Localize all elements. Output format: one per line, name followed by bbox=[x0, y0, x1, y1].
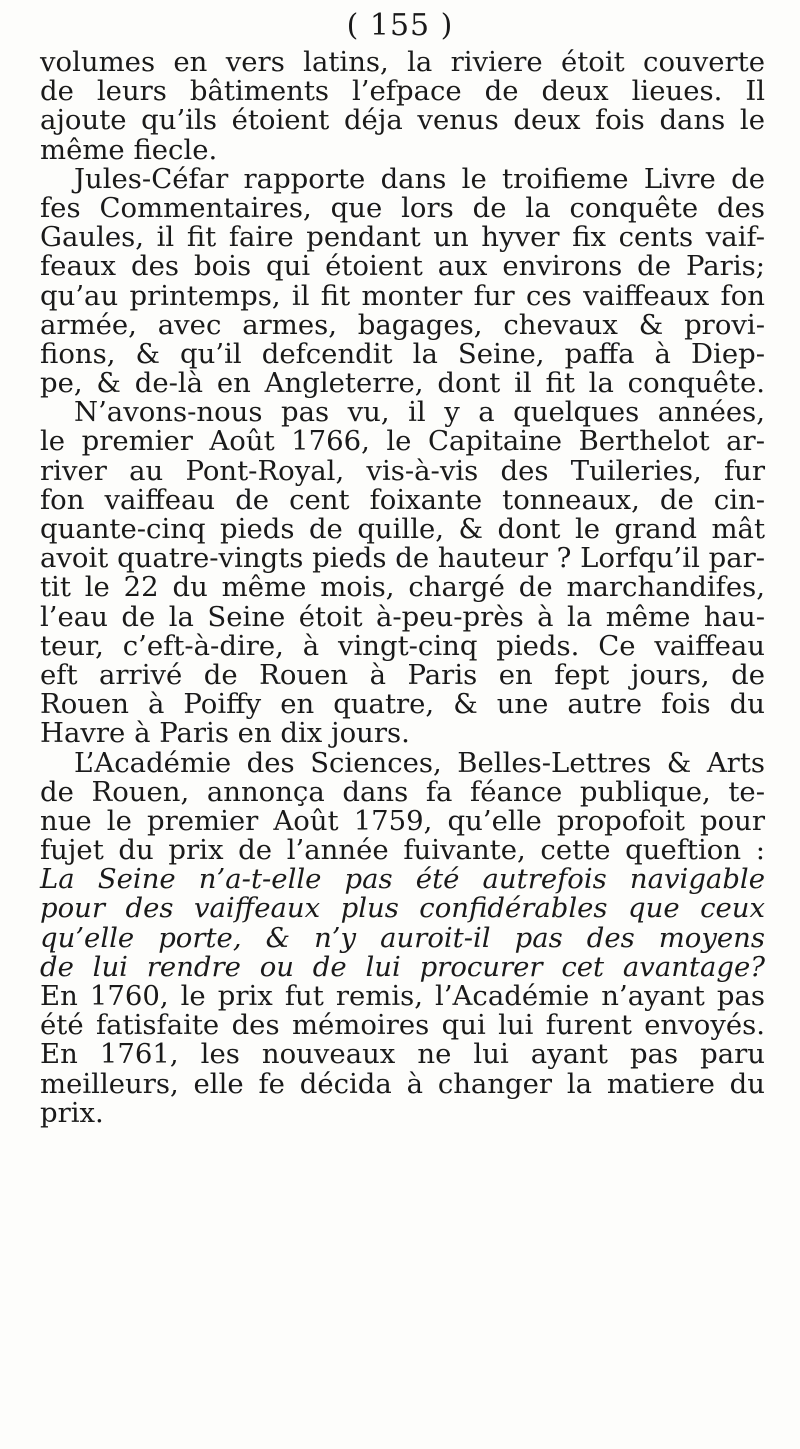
text-line: tit le 22 du même mois, chargé de marchandifes, bbox=[40, 571, 765, 604]
text-line: N’avons-nous pas vu, il y a quelques années, bbox=[74, 396, 765, 429]
text-line: river au Pont-Royal, vis-à-vis des Tuileries, fur bbox=[40, 454, 765, 487]
text-line: de leurs bâtiments l’efpace de deux lieues. Il bbox=[40, 75, 765, 108]
text-line: l’eau de la Seine étoit à-peu-près à la même hau- bbox=[40, 600, 765, 633]
text-line: fes Commentaires, que lors de la conquête des bbox=[40, 191, 765, 224]
text-line: La Seine n’a-t-elle pas été autrefois navigable bbox=[40, 863, 765, 896]
text-line: pour des vaiffeaux plus confidérables que ceux bbox=[40, 892, 765, 925]
body-text bbox=[40, 48, 765, 1128]
text-line: eft arrivé de Rouen à Paris en fept jours, de bbox=[40, 658, 765, 691]
text-line: nue le premier Août 1759, qu’elle propofoit pour bbox=[40, 804, 765, 837]
text-line: meilleurs, elle fe décida à changer la matiere du bbox=[40, 1067, 765, 1100]
text-line: Rouen à Poiffy en quatre, & une autre fois du bbox=[40, 688, 765, 721]
text-line: L’Académie des Sciences, Belles-Lettres & Arts bbox=[74, 746, 765, 779]
text-line: Jules-Céfar rapporte dans le troifieme Livre de bbox=[74, 162, 765, 195]
text-line: de lui rendre ou de lui procurer cet avantage? bbox=[40, 950, 765, 983]
text-line: ajoute qu’ils étoient déja venus deux fois dans le bbox=[40, 104, 765, 137]
text-line: feaux des bois qui étoient aux environs de Paris; bbox=[40, 250, 765, 283]
text-line: fions, & qu’il defcendit la Seine, paffa à Diep- bbox=[40, 337, 765, 370]
text-line: qu’elle porte, & n’y auroit-il pas des moyens bbox=[40, 921, 765, 954]
text-line: Gaules, il fit faire pendant un hyver fix cents vaif- bbox=[40, 221, 765, 254]
text-line: même fiecle. bbox=[40, 133, 218, 166]
text-line: volumes en vers latins, la riviere étoit couverte bbox=[40, 46, 765, 78]
page-number: ( 155 ) bbox=[346, 8, 454, 43]
text-line: En 1760, le prix fut remis, l’Académie n’ayant pas bbox=[40, 980, 765, 1012]
text-line: fujet du prix de l’année fuivante, cette queftion : bbox=[40, 834, 765, 867]
text-line: prix. bbox=[40, 1096, 104, 1129]
text-line: Havre à Paris en dix jours. bbox=[40, 717, 410, 750]
text-line: de Rouen, annonça dans fa féance publique, te- bbox=[40, 775, 765, 808]
text-line: pe, & de-là en Angleterre, dont il fit la conquête. bbox=[40, 367, 765, 400]
text-line: le premier Août 1766, le Capitaine Berthelot ar- bbox=[40, 425, 765, 458]
text-line: qu’au printemps, il fit monter fur ces vaiffeaux fon bbox=[40, 279, 765, 312]
text-line: teur, c’eft-à-dire, à vingt-cinq pieds. Ce vaiffeau bbox=[40, 629, 765, 662]
text-line: En 1761, les nouveaux ne lui ayant pas paru bbox=[40, 1038, 765, 1071]
text-line: avoit quatre-vingts pieds de hauteur ? Lorfqu’il par- bbox=[40, 542, 766, 575]
text-line: fon vaiffeau de cent foixante tonneaux, de cin- bbox=[40, 483, 765, 516]
text-line: été fatisfaite des mémoires qui lui furent envoyés. bbox=[40, 1009, 765, 1042]
text-line: quante-cinq pieds de quille, & dont le grand mât bbox=[40, 513, 765, 545]
text-line: armée, avec armes, bagages, chevaux & provi- bbox=[40, 308, 765, 341]
